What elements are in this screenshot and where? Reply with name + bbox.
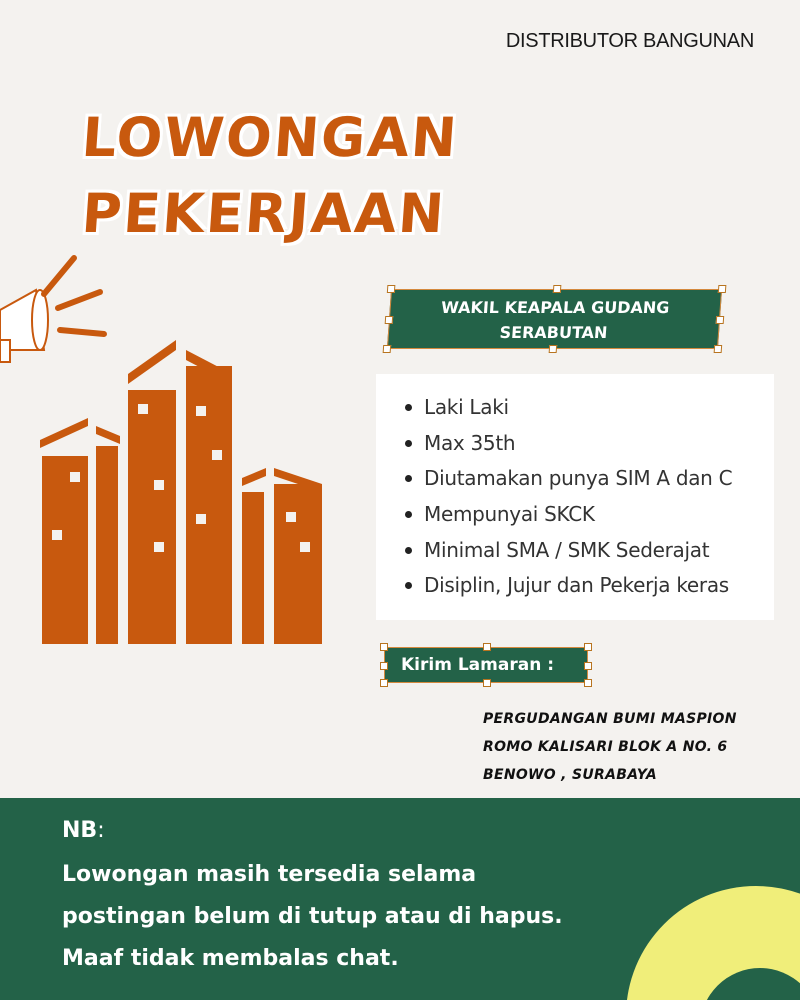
nb-note-line-2: postingan belum di tutup atau di hapus. bbox=[62, 904, 563, 929]
address-line-3: BENOWO , SURABAYA bbox=[483, 767, 657, 783]
resize-handle bbox=[716, 316, 725, 324]
resize-handle bbox=[483, 643, 491, 651]
job-position-line-1: WAKIL KEAPALA GUDANG bbox=[440, 298, 671, 317]
building-middle bbox=[128, 340, 232, 644]
buildings-illustration bbox=[0, 250, 340, 650]
list-item: Minimal SMA / SMK Sederajat bbox=[424, 537, 774, 573]
resize-handle bbox=[549, 345, 558, 353]
list-item: Max 35th bbox=[424, 430, 774, 466]
job-position-line-2: SERABUTAN bbox=[498, 323, 609, 342]
resize-handle bbox=[387, 285, 396, 293]
resize-handle bbox=[553, 285, 562, 293]
list-item: Mempunyai SKCK bbox=[424, 501, 774, 537]
send-application-label bbox=[384, 647, 588, 683]
nb-note-line-3: Maaf tidak membalas chat. bbox=[62, 946, 399, 971]
resize-handle bbox=[584, 679, 592, 687]
megaphone-icon bbox=[0, 258, 104, 362]
job-position-banner bbox=[387, 289, 722, 349]
footer-banner bbox=[0, 798, 800, 1000]
resize-handle bbox=[718, 285, 727, 293]
nb-note-line-1: Lowongan masih tersedia selama bbox=[62, 862, 477, 887]
resize-handle bbox=[380, 662, 388, 670]
list-item: Diutamakan punya SIM A dan C bbox=[424, 465, 774, 501]
requirements-card bbox=[376, 374, 774, 620]
building-left bbox=[40, 418, 120, 644]
address-line-2: ROMO KALISARI BLOK A NO. 6 bbox=[483, 739, 728, 755]
nb-label: NB: bbox=[62, 818, 105, 843]
resize-handle bbox=[383, 345, 392, 353]
address-block bbox=[483, 705, 737, 789]
building-right bbox=[242, 468, 322, 644]
resize-handle bbox=[483, 679, 491, 687]
resize-handle bbox=[714, 345, 723, 353]
resize-handle bbox=[584, 662, 592, 670]
resize-handle bbox=[584, 643, 592, 651]
headline-line-1: LOWONGAN bbox=[79, 106, 461, 169]
headline-line-2: PEKERJAAN bbox=[79, 182, 448, 245]
resize-handle bbox=[380, 643, 388, 651]
address-line-1: PERGUDANGAN BUMI MASPION bbox=[483, 711, 737, 727]
resize-handle bbox=[380, 679, 388, 687]
resize-handle bbox=[385, 316, 394, 324]
list-item: Laki Laki bbox=[424, 394, 774, 430]
list-item: Disiplin, Jujur dan Pekerja keras bbox=[424, 572, 774, 608]
send-application-text: Kirim Lamaran : bbox=[401, 655, 555, 675]
nb-note bbox=[62, 854, 642, 980]
requirements-list bbox=[376, 374, 774, 608]
brand-name: DISTRIBUTOR BANGUNAN bbox=[505, 30, 754, 52]
